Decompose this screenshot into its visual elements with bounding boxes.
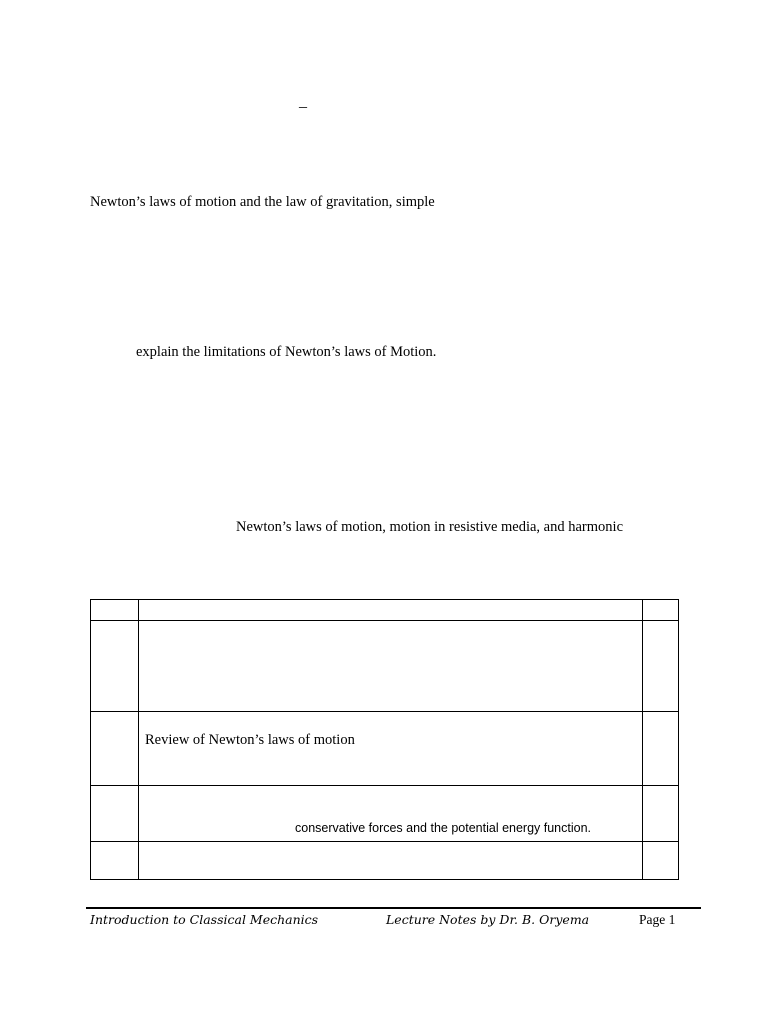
table-cell bbox=[91, 842, 139, 880]
body-text-line-2: explain the limitations of Newton’s laws of Motion. bbox=[136, 344, 437, 360]
table-cell bbox=[139, 600, 643, 621]
table-cell bbox=[139, 842, 643, 880]
table-cell bbox=[139, 712, 643, 786]
page-number: Page 1 bbox=[639, 912, 676, 927]
footer-author: Lecture Notes by Dr. B. Oryema bbox=[386, 912, 590, 927]
table-row bbox=[91, 786, 679, 842]
table-cell bbox=[139, 786, 643, 842]
table-cell-text: conservative forces and the potential energy function. bbox=[295, 821, 592, 835]
table-row bbox=[91, 621, 679, 712]
table-cell bbox=[643, 712, 679, 786]
table-cell bbox=[91, 621, 139, 712]
table-cell bbox=[91, 786, 139, 842]
table-cell bbox=[643, 786, 679, 842]
table-row bbox=[91, 600, 679, 621]
table-cell-text: Review of Newton’s laws of motion bbox=[145, 732, 355, 748]
footer-divider bbox=[86, 907, 701, 909]
table-cell bbox=[139, 621, 643, 712]
body-text-line-1: Newton’s laws of motion and the law of gravitation, simple bbox=[90, 194, 435, 210]
table-cell bbox=[643, 842, 679, 880]
dash-mark: _ bbox=[299, 93, 307, 110]
table-row bbox=[91, 842, 679, 880]
body-text-line-3: Newton’s laws of motion, motion in resistive media, and harmonic bbox=[236, 519, 624, 535]
table-cell bbox=[91, 600, 139, 621]
footer-course-title: Introduction to Classical Mechanics bbox=[90, 912, 319, 927]
course-outline-table bbox=[90, 599, 679, 880]
table-cell bbox=[91, 712, 139, 786]
table-cell bbox=[643, 600, 679, 621]
table-row bbox=[91, 712, 679, 786]
table-cell bbox=[643, 621, 679, 712]
